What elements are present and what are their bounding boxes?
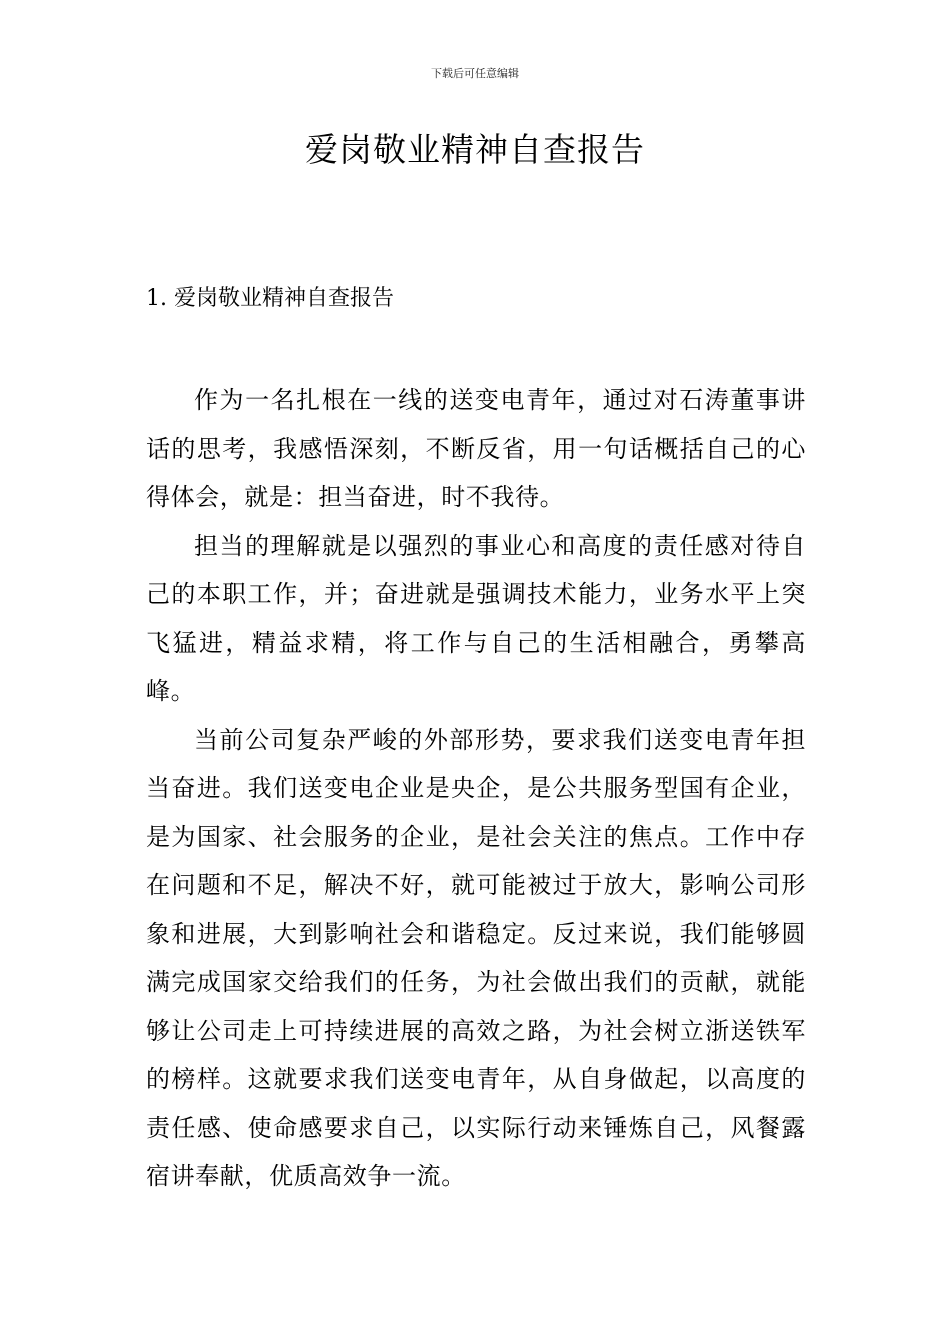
paragraph-1: 作为一名扎根在一线的送变电青年，通过对石涛董事讲话的思考，我感悟深刻，不断反省，用一句话概括自己的心得体会，就是：担当奋进，时不我待。 xyxy=(146,386,806,511)
document-body xyxy=(146,376,806,1201)
document-title: 爱岗敬业精神自查报告 xyxy=(305,130,645,169)
page-header-note: 下载后可任意编辑 xyxy=(431,67,519,80)
paragraph-3: 当前公司复杂严峻的外部形势，要求我们送变电青年担当奋进。我们送变电企业是央企，是公共服务型国有企业，是为国家、社会服务的企业，是社会关注的焦点。工作中存在问题和不足，解决不好，就可能被过于放大，影响公司形象和进展，大到影响社会和谐稳定。反过来说，我们能够圆满完成国家交给我们的任务，为社会做出我们的贡献，就能够让公司走上可持续进展的高效之路，为社会树立浙送铁军的榜样。这就要求我们送变电青年，从自身做起，以高度的责任感、使命感要求自己，以实际行动来锤炼自己，风餐露宿讲奉献，优质高效争一流。 xyxy=(146,725,806,1190)
section-heading: 1. 爱岗敬业精神自查报告 xyxy=(146,286,394,311)
paragraph-2: 担当的理解就是以强烈的事业心和高度的责任感对待自己的本职工作，并；奋进就是强调技术能力，业务水平上突飞猛进，精益求精，将工作与自己的生活相融合，勇攀高峰。 xyxy=(146,531,806,705)
